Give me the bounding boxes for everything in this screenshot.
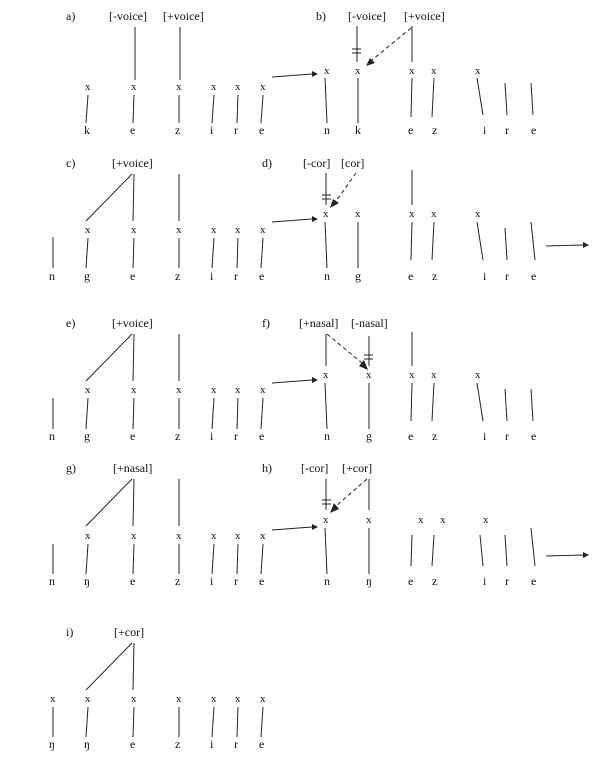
panel-i (49, 625, 266, 751)
feature-plus-voice: [+voice] (404, 9, 445, 23)
segment: i (210, 737, 214, 751)
panel-label: b) (316, 9, 326, 23)
association-line (212, 238, 214, 268)
segment: i (210, 429, 214, 443)
panel-label: e) (66, 316, 76, 330)
skeleton-slot: x (235, 693, 241, 705)
segment: n (49, 574, 55, 588)
segment: e (130, 737, 136, 751)
segment: n (324, 123, 330, 137)
association-line (212, 398, 214, 429)
association-line (133, 95, 134, 123)
panel-label: i) (66, 625, 74, 639)
panel-label: f) (262, 316, 270, 330)
association-line (432, 78, 434, 117)
segment: n (324, 269, 330, 283)
association-line (261, 544, 263, 574)
segment: z (432, 269, 438, 283)
association-line (477, 222, 483, 260)
skeleton-slot: x (176, 693, 182, 705)
skeleton-slot: x (366, 369, 372, 381)
skeleton-slot: x (176, 224, 182, 236)
feature-minus-voice: [-voice] (109, 9, 147, 23)
segment: e (531, 123, 537, 137)
spreading-arrowhead (330, 199, 339, 208)
segment: z (175, 429, 181, 443)
segment: r (234, 429, 238, 443)
association-line (133, 398, 134, 429)
association-line (133, 174, 134, 221)
panel-label: d) (262, 156, 272, 170)
segment: e (259, 269, 265, 283)
association-line (133, 334, 134, 381)
segment: i (210, 269, 214, 283)
skeleton-slot: x (323, 208, 329, 220)
segment: ŋ (49, 737, 55, 751)
feature-plus-voice: [+voice] (112, 316, 153, 330)
segment: e (408, 269, 414, 283)
skeleton-slot: x (85, 384, 91, 396)
association-line (325, 383, 327, 429)
spreading-arrowhead (366, 58, 375, 66)
panel-b (316, 9, 536, 137)
segment: r (234, 737, 238, 751)
skeleton-slot: x (131, 693, 137, 705)
skeleton-slot: x (323, 369, 329, 381)
segment: r (234, 123, 238, 137)
segment: g (84, 269, 90, 283)
panel-a (66, 9, 266, 137)
skeleton-slot: x (211, 224, 217, 236)
association-line (133, 238, 134, 268)
association-line (86, 238, 88, 268)
spreading-line (336, 173, 356, 201)
segment: i (210, 123, 214, 137)
floating-line (531, 528, 535, 566)
association-line (477, 78, 483, 115)
segment: ŋ (366, 574, 372, 588)
skeleton-slot: x (431, 208, 437, 220)
association-line (237, 544, 238, 574)
skeleton-slot: x (366, 514, 372, 526)
skeleton-slot: x (324, 65, 330, 77)
panel-label: c) (66, 156, 76, 170)
skeleton-slot: x (260, 81, 266, 93)
segment: i (483, 429, 487, 443)
association-line (261, 238, 263, 268)
derivation-arrow (272, 71, 318, 77)
association-line (133, 643, 134, 690)
segment: r (234, 269, 238, 283)
derivation-arrow (546, 552, 589, 558)
panel-g (49, 461, 266, 588)
skeleton-slot: x (260, 530, 266, 542)
feature-plus-voice: [+voice] (163, 9, 204, 23)
segment: g (366, 429, 372, 443)
skeleton-slot: x (355, 208, 361, 220)
association-line (411, 78, 412, 117)
skeleton-slot: x (131, 384, 137, 396)
panel-h (262, 461, 536, 588)
association-line (237, 398, 238, 429)
segment: z (432, 429, 438, 443)
segment: z (432, 123, 438, 137)
spreading-line (327, 334, 362, 363)
segment: g (355, 269, 361, 283)
association-line (212, 544, 214, 574)
skeleton-slot: x (475, 208, 481, 220)
floating-line (531, 389, 533, 421)
segment: k (355, 123, 361, 137)
association-line (325, 528, 327, 574)
association-line (432, 383, 434, 421)
segment: e (531, 574, 537, 588)
association-line (133, 479, 134, 526)
segment: r (505, 269, 509, 283)
skeleton-slot: x (85, 530, 91, 542)
skeleton-slot: x (211, 693, 217, 705)
segment: n (49, 269, 55, 283)
floating-line (531, 222, 535, 260)
feature-plus-cor: [+cor] (342, 461, 373, 475)
skeleton-slot: x (131, 81, 137, 93)
feature-plus-nasal: [+nasal] (113, 461, 153, 475)
segment: e (531, 269, 537, 283)
skeleton-slot: x (211, 530, 217, 542)
panel-label: a) (66, 9, 76, 23)
skeleton-slot: x (260, 384, 266, 396)
skeleton-slot: x (176, 81, 182, 93)
skeleton-slot: x (176, 530, 182, 542)
segment: e (408, 574, 414, 588)
floating-line (480, 535, 483, 566)
segment: i (483, 574, 487, 588)
association-line (325, 222, 327, 268)
skeleton-slot: x (260, 693, 266, 705)
association-line (261, 95, 263, 123)
skeleton-slot: x (260, 224, 266, 236)
segment: n (324, 574, 330, 588)
association-line (237, 238, 238, 268)
floating-line (505, 228, 507, 260)
skeleton-slot: x (235, 530, 241, 542)
derivation-arrow (272, 524, 318, 530)
segment: e (259, 574, 265, 588)
skeleton-slot: x (355, 65, 361, 77)
segment: r (505, 123, 509, 137)
panel-label: h) (262, 461, 272, 475)
segment: i (483, 123, 487, 137)
skeleton-slot: x (131, 224, 137, 236)
skeleton-slot: x (483, 514, 489, 526)
association-line (86, 544, 88, 574)
segment: z (175, 269, 181, 283)
derivation-arrow (272, 377, 318, 383)
floating-line (505, 83, 507, 115)
segment: z (432, 574, 438, 588)
segment: n (324, 429, 330, 443)
segment: n (49, 429, 55, 443)
segment: e (130, 123, 136, 137)
skeleton-slot: x (235, 224, 241, 236)
panel-f (262, 316, 536, 443)
segment: r (505, 429, 509, 443)
association-line (411, 383, 412, 421)
segment: e (130, 269, 136, 283)
segment: e (531, 429, 537, 443)
skeleton-slot: x (431, 65, 437, 77)
association-line (411, 222, 412, 260)
association-line (133, 544, 134, 574)
segment: z (175, 574, 181, 588)
association-line (237, 707, 238, 737)
skeleton-slot: x (211, 384, 217, 396)
panel-e (49, 316, 266, 443)
skeleton-slot: x (440, 514, 446, 526)
segment: g (84, 429, 90, 443)
skeleton-slot: x (85, 693, 91, 705)
feature-minus-cor: [-cor] (301, 461, 329, 475)
feature-minus-nasal: [-nasal] (351, 316, 388, 330)
association-line (86, 95, 88, 123)
floating-line (432, 535, 434, 566)
floating-line (505, 389, 507, 421)
floating-line (531, 83, 533, 115)
association-line (86, 398, 88, 429)
segment: k (84, 123, 90, 137)
segment: r (234, 574, 238, 588)
floating-line (411, 535, 412, 566)
feature-minus-voice: [-voice] (348, 9, 386, 23)
panel-label: g) (66, 461, 76, 475)
skeleton-slot: x (176, 384, 182, 396)
skeleton-slot: x (85, 81, 91, 93)
segment: z (175, 123, 181, 137)
skeleton-slot: x (431, 369, 437, 381)
floating-line (505, 535, 507, 566)
segment: i (483, 269, 487, 283)
skeleton-slot: x (418, 514, 424, 526)
association-line (86, 643, 132, 690)
association-line (325, 78, 327, 123)
segment: ŋ (84, 574, 90, 588)
skeleton-slot: x (409, 65, 415, 77)
skeleton-slot: x (50, 693, 56, 705)
skeleton-slot: x (475, 65, 481, 77)
segment: i (210, 574, 214, 588)
association-line (432, 222, 434, 260)
segment: e (259, 123, 265, 137)
spreading-line (372, 28, 411, 60)
segment: e (259, 429, 265, 443)
segment: e (130, 429, 136, 443)
segment: e (130, 574, 136, 588)
feature-plus-voice: [+voice] (112, 156, 153, 170)
panel-c (49, 156, 266, 283)
skeleton-slot: x (235, 81, 241, 93)
derivation-arrow (272, 216, 318, 222)
association-line (477, 383, 483, 421)
segment: e (259, 737, 265, 751)
feature-cor: [cor] (341, 156, 365, 170)
skeleton-slot: x (409, 208, 415, 220)
spreading-line (336, 479, 367, 506)
feature-plus-cor: [+cor] (114, 625, 145, 639)
association-line (212, 707, 214, 737)
skeleton-slot: x (131, 530, 137, 542)
skeleton-slot: x (85, 224, 91, 236)
association-line (86, 479, 132, 526)
segment: z (175, 737, 181, 751)
skeleton-slot: x (409, 369, 415, 381)
segment: ŋ (84, 737, 90, 751)
skeleton-slot: x (323, 514, 329, 526)
association-line (212, 95, 214, 123)
segment: e (408, 429, 414, 443)
association-line (261, 398, 263, 429)
feature-plus-nasal: [+nasal] (299, 316, 339, 330)
association-line (133, 707, 134, 737)
association-line (86, 334, 132, 381)
segment: r (505, 574, 509, 588)
association-line (86, 174, 132, 221)
skeleton-slot: x (475, 369, 481, 381)
association-line (261, 707, 263, 737)
feature-minus-cor: [-cor] (303, 156, 331, 170)
association-line (86, 707, 88, 737)
skeleton-slot: x (235, 384, 241, 396)
segment: e (408, 123, 414, 137)
derivation-arrow (546, 242, 589, 248)
skeleton-slot: x (211, 81, 217, 93)
association-line (237, 95, 238, 123)
